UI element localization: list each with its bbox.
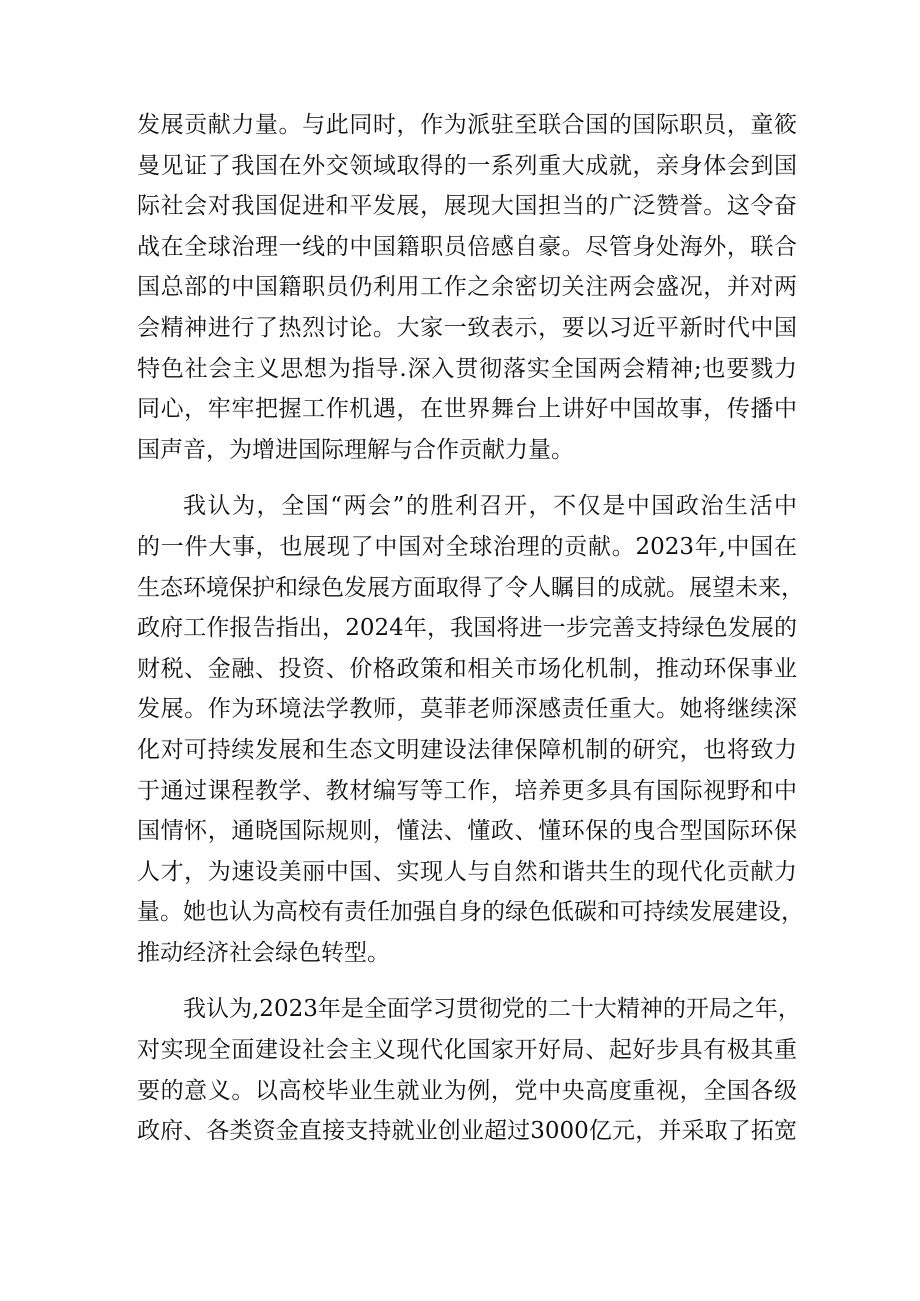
text-line: 曼见证了我国在外交领域取得的一系列重大成就，亲身体会到国 — [137, 152, 797, 179]
text-line: 际社会对我国促进和平发展，展现大国担当的广泛赞誉。这令奋 — [137, 193, 797, 220]
text-line: 发展。作为环境法学教师，莫菲老师深感责任重大。她将继续深 — [137, 696, 797, 723]
text-line: 财税、金融、投资、价格政策和相关市场化机制，推动环保事业 — [137, 655, 797, 682]
text-line: 发展贡献力量。与此同时，作为派驻至联合国的国际职员，童筱 — [137, 112, 797, 138]
text-line: 要的意义。以高校毕业生就业为例，党中央高度重视，全国各级 — [137, 1077, 797, 1104]
text-line: 我认为,2023年是全面学习贯彻党的二十大精神的开局之年， — [183, 996, 801, 1023]
text-line: 化对可持续发展和生态文明建设法律保障机制的研究，也将致力 — [137, 736, 797, 763]
document-body — [137, 105, 804, 1152]
text-line: 特色社会主义思想为指导.深入贯彻落实全国两会精神;也要戮力 — [137, 355, 797, 382]
text-line: 会精神进行了热烈讨论。大家一致表示，要以习近平新时代中国 — [137, 314, 797, 341]
text-line: 的一件大事，也展现了中国对全球治理的贡献。2023年,中国在 — [137, 533, 797, 560]
text-line: 人才，为速设美丽中国、实现人与自然和谐共生的现代化贡献力 — [137, 858, 797, 885]
paragraph-1 — [137, 105, 797, 470]
paragraph-2 — [137, 486, 804, 973]
paragraph-spacer — [137, 973, 797, 989]
paragraph-spacer — [137, 470, 797, 486]
text-line: 对实现全面建设社会主义现代化国家开好局、起好步具有极其重 — [137, 1037, 797, 1064]
text-line: 我认为，全国“两会”的胜利召开，不仅是中国政治生活中 — [183, 493, 797, 520]
text-line: 政府工作报告指出，2024年，我国将进一步完善支持绿色发展的 — [137, 615, 797, 642]
text-line: 量。她也认为高校有责任加强自身的绿色低碳和可持续发展建设， — [137, 899, 804, 926]
paragraph-3 — [137, 989, 801, 1151]
text-line: 同心，牢牢把握工作机遇，在世界舞台上讲好中国故事，传播中 — [137, 396, 797, 423]
text-line: 国声音，为增进国际理解与合作贡献力量。 — [137, 436, 574, 463]
text-line: 于通过课程教学、教材编写等工作，培养更多具有国际视野和中 — [137, 777, 797, 804]
text-line: 国情怀，通晓国际规则，懂法、懂政、懂环保的曳合型国际环保 — [137, 818, 797, 845]
text-line: 推动经济社会绿色转型。 — [137, 939, 390, 966]
text-line: 国总部的中国籍职员仍利用工作之余密切关注两会盛况，并对两 — [137, 274, 797, 301]
text-line: 战在全球治理一线的中国籍职员倍感自豪。尽管身处海外，联合 — [137, 233, 797, 260]
text-line: 政府、各类资金直接支持就业创业超过3000亿元，并采取了拓宽 — [137, 1118, 797, 1145]
text-line: 生态环境保护和绿色发展方面取得了令人瞩目的成就。展望未来， — [137, 574, 804, 601]
